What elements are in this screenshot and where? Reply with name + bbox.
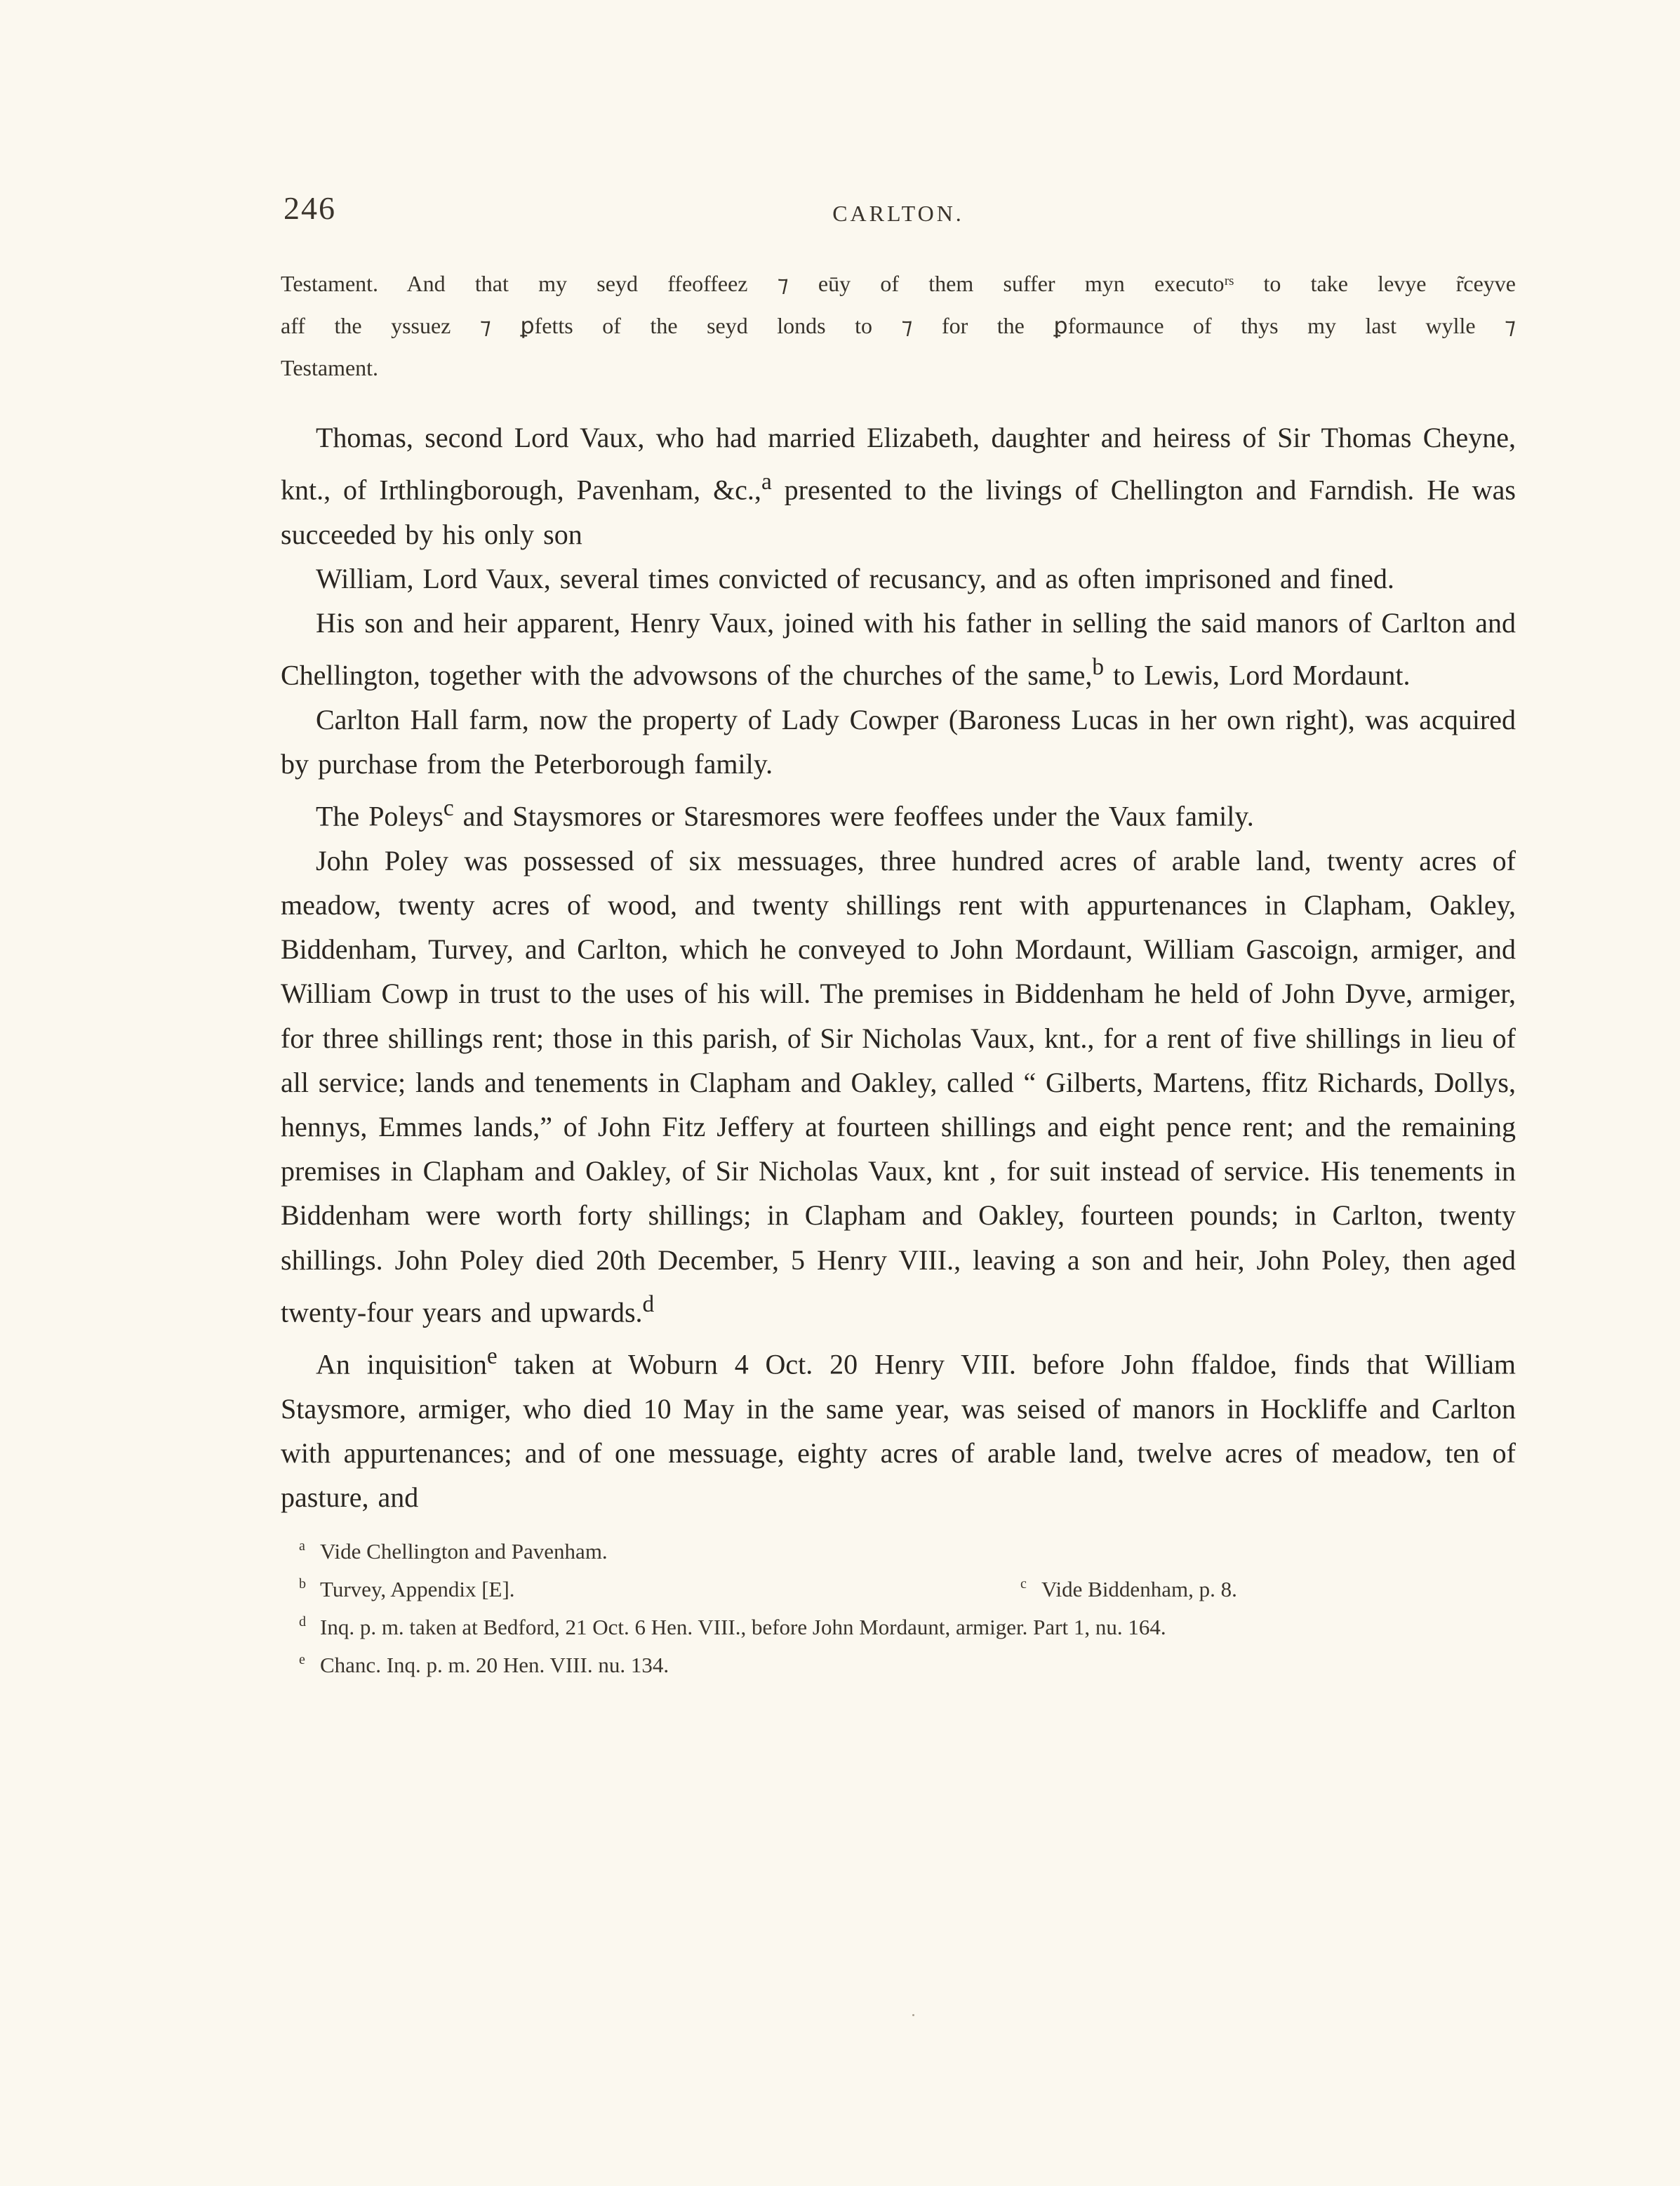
paragraph-text: An inquisition [316,1348,487,1380]
footnote-d [299,1608,1516,1646]
paragraph-text: The Poleys [316,800,444,832]
paragraph-john-poley [281,839,1516,1335]
footnote-mark: b [299,1575,306,1592]
quote-line: Testament. And that my seyd ffeoffeez ⁊ eūy of them suffer myn executoʳˢ to take levye r̃ceyve [281,271,1516,296]
paragraph-text: Carlton Hall farm, now the property of Lady Cowper (Baroness Lucas in her own right), was acquired by purchase from the Peterborough family. [281,703,1516,780]
book-page [281,175,1516,1684]
paragraph-text: Thomas, second Lord Vaux, who had married Elizabeth, daughter and heiress of Sir Thomas Cheyne, knt., of Irthlingborough, Pavenham, &c., [281,422,1516,506]
running-title: CARLTON. [832,201,964,226]
quote-line: Testament. [281,355,379,380]
footnote-text: Inq. p. m. taken at Bedford, 21 Oct. 6 Hen. VIII., before John Mordaunt, armiger. Part 1, nu. 164. [320,1614,1166,1639]
footnote-mark: d [299,1613,306,1629]
paragraph-henry-vaux [281,601,1516,698]
footnote-c [1020,1571,1237,1608]
footnote-text: Turvey, Appendix [E]. [320,1576,515,1601]
body-text [281,415,1516,1520]
footnote-ref: c [443,795,454,822]
footnote-row [299,1571,1516,1608]
footnote-ref: b [1092,654,1105,681]
paragraph-text: John Poley was possessed of six messuages, three hundred acres of arable land, twenty acres of meadow, twenty acres of wood, and twenty shillings rent with appurtenances in Clapham, Oakley, Biddenham, Turvey, and Carlton, which he conveyed to John Mordaunt, William Gascoign, armiger, and William Cowp in trust to the uses of his will. The premises in Biddenham he held of John Dyve, armiger, for three shillings rent; those in this parish, of Sir Nicholas Vaux, knt., for a rent of five shillings in lieu of all service; lands and tenements in Clapham and Oakley, called “ Gilberts, Martens, ffitz Richards, Dollys, hennys, Emmes lands,” of John Fitz Jeffery at fourteen shillings and eight pence rent; and the remaining premises in Clapham and Oakley, of Sir Nicholas Vaux, knt , for suit instead of service. His tenements in Biddenham were worth forty shillings; in Clapham and Oakley, fourteen pounds; in Carlton, twenty shillings. John Poley died 20th December, 5 Henry VIII., leaving a son and heir, John Poley, then aged twenty-four years and upwards. [281,844,1516,1328]
footnote-ref: a [761,469,772,495]
paper-speck [912,2014,914,2016]
paragraph-text: and Staysmores or Staresmores were feoffees under the Vaux family. [453,800,1254,832]
footnote-mark: e [299,1651,305,1667]
paragraph-text: to Lewis, Lord Mordaunt. [1104,659,1411,691]
footnote-text: Vide Biddenham, p. 8. [1041,1576,1237,1601]
paragraph-thomas-lord-vaux [281,415,1516,557]
paragraph-william-lord-vaux [281,557,1516,601]
paragraph-text: William, Lord Vaux, several times convicted of recusancy, and as often imprisoned and fined. [316,562,1394,594]
running-head [281,175,1516,232]
paragraph-inquisition [281,1334,1516,1519]
quoted-will-extract [281,262,1516,389]
paragraph-poleys [281,786,1516,839]
footnote-e [299,1646,1516,1684]
footnote-b [299,1571,515,1608]
paragraph-text: presented to the livings of Chellington and Farndish. He was succeeded by his only son [281,474,1516,550]
footnote-text: Chanc. Inq. p. m. 20 Hen. VIII. nu. 134. [320,1652,669,1677]
footnote-a [299,1533,1516,1571]
footnote-mark: c [1020,1575,1027,1592]
footnotes [281,1533,1516,1684]
paragraph-text: taken at Woburn 4 Oct. 20 Henry VIII. before John ffaldoe, finds that William Staysmore, armiger, who died 10 May in the same year, was seised of manors in Hockliffe and Carlton with appurtenances; and of one messuage, eighty acres of arable land, twelve acres of meadow, ten of pasture, and [281,1348,1516,1514]
quote-line: aff the yssuez ⁊ ꝑfetts of the seyd londs to ⁊ for the ꝑformaunce of thys my last wylle ⁊ [281,313,1516,338]
paragraph-carlton-hall [281,698,1516,786]
paragraph-text: His son and heir apparent, Henry Vaux, joined with his father in selling the said manors of Carlton and Chellington, together with the advowsons of the churches of the same, [281,607,1516,691]
footnote-ref: e [486,1343,498,1370]
footnote-mark: a [299,1538,305,1554]
page-number: 246 [284,190,336,226]
footnote-text: Vide Chellington and Pavenham. [320,1538,608,1564]
footnote-ref: d [642,1291,655,1317]
